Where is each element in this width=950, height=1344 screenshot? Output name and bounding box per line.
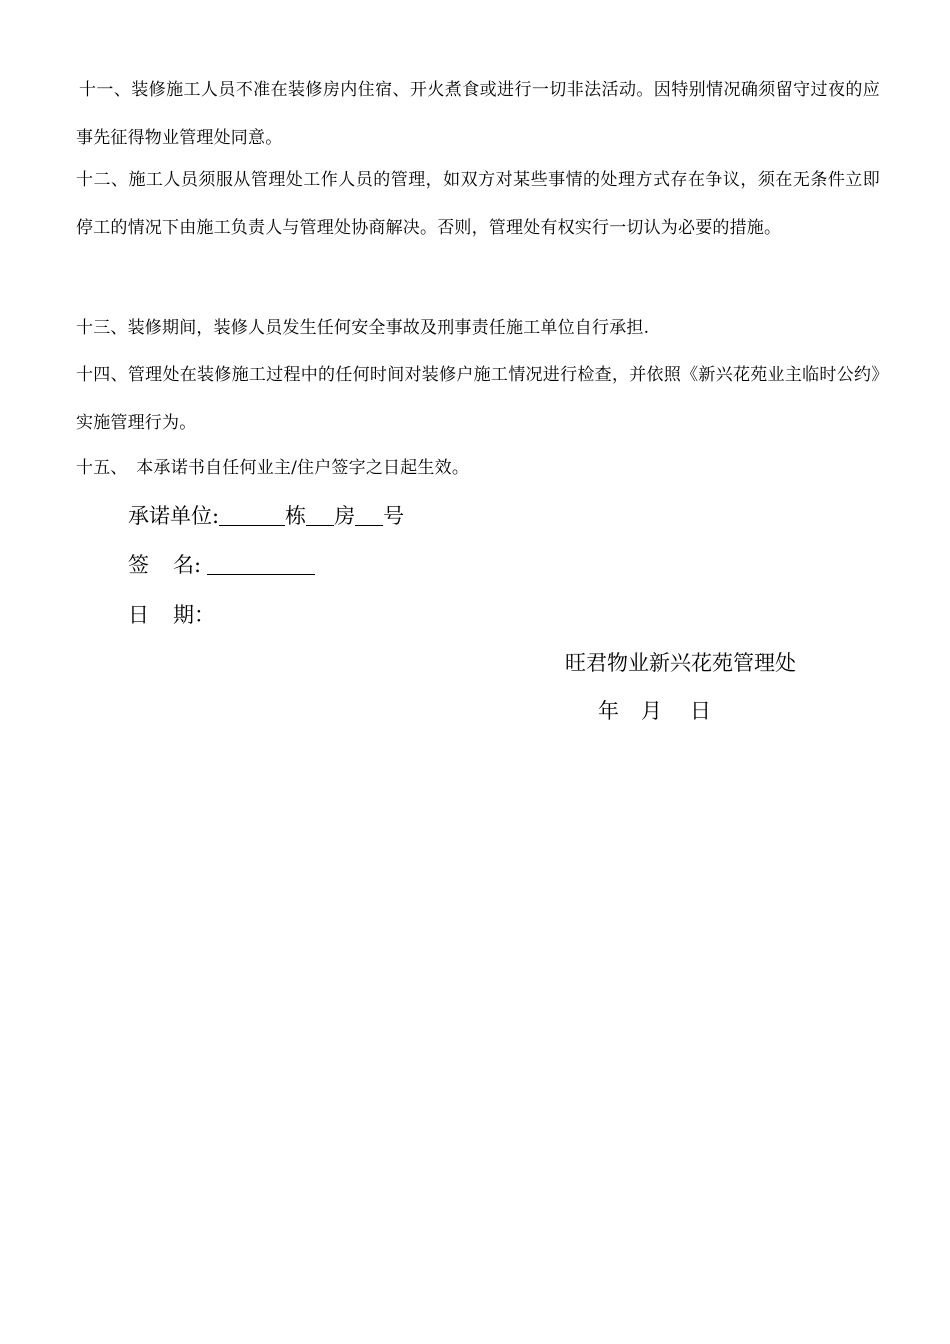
signature-blank[interactable]: [207, 552, 315, 575]
undertaking-unit-line: [128, 501, 404, 531]
room-label: 房: [334, 504, 356, 528]
sign-label-a: 签: [128, 553, 149, 577]
unit-blank[interactable]: [219, 503, 285, 526]
clause-11: 十一、装修施工人员不准在装修房内住宿、开火煮食或进行一切非法活动。因特别情况确须留守过夜的应事先征得物业管理处同意。: [76, 80, 880, 148]
issuer-month-label: 月: [641, 699, 662, 723]
number-label: 号: [383, 504, 405, 528]
issuer-name: 旺君物业新兴花苑管理处: [565, 651, 796, 675]
clause-15: 十五、 本承诺书自任何业主/住户签字之日起生效。: [76, 458, 470, 478]
room-blank[interactable]: [355, 503, 383, 526]
clause-14: 十四、管理处在装修施工过程中的任何时间对装修户施工情况进行检查，并依照《新兴花苑业主临时公约》实施管理行为。: [76, 365, 880, 433]
building-label: 栋: [285, 504, 307, 528]
issuer-date-line: [598, 696, 711, 726]
issuer-day-label: 日: [690, 699, 711, 723]
signature-line: [128, 550, 315, 580]
undertaking-unit-label: 承诺单位:: [128, 504, 220, 528]
sign-label-b: 名:: [173, 553, 202, 577]
date-label-b: 期：: [173, 603, 215, 627]
date-label-a: 日: [128, 603, 149, 627]
date-line: [128, 600, 215, 630]
issuer-year-label: 年: [598, 699, 619, 723]
clause-13: 十三、装修期间，装修人员发生任何安全事故及刑事责任施工单位自行承担.: [76, 318, 650, 338]
building-blank[interactable]: [306, 503, 334, 526]
clause-12: 十二、施工人员须服从管理处工作人员的管理，如双方对某些事情的处理方式存在争议，须在无条件立即停工的情况下由施工负责人与管理处协商解决。否则，管理处有权实行一切认为必要的措施。: [76, 170, 880, 238]
